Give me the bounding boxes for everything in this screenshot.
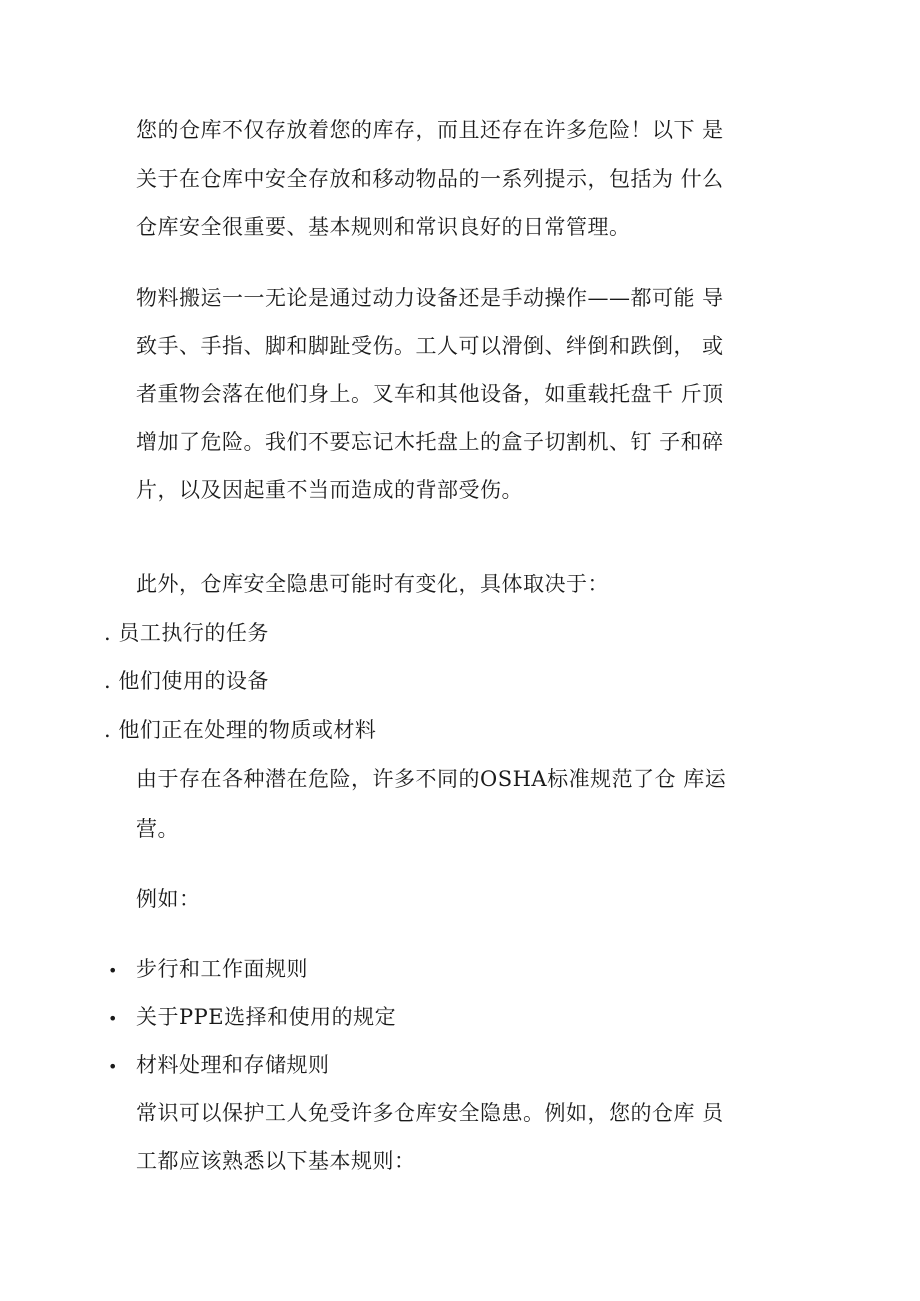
paragraph-6-line-2: 工都应该熟悉以下基本规则：: [136, 1149, 416, 1173]
dot-list-item-1: . 员工执行的任务: [104, 621, 269, 645]
bullet-list-item-1: [108, 955, 308, 985]
paragraph-4-line-1: 由于存在各种潜在危险，许多不同的OSHA标准规范了仓 库运: [136, 767, 727, 791]
paragraph-5: 例如：: [136, 887, 201, 911]
dot-list-item-2: . 他们使用的设备: [104, 669, 269, 693]
paragraph-2-line-5: 片，以及因起重不当而造成的背部受伤。: [136, 478, 523, 502]
paragraph-3: 此外，仓库安全隐患可能时有变化，具体取决于：: [136, 572, 609, 596]
paragraph-2-line-4: 增加了危险。我们不要忘记木托盘上的盒子切割机、钉 子和碎: [136, 430, 724, 454]
paragraph-2-line-1: 物料搬运一一无论是通过动力设备还是手动操作——都可能 导: [136, 286, 724, 310]
bullet-icon: •: [108, 961, 118, 980]
paragraph-1-line-1: 您的仓库不仅存放着您的库存，而且还存在许多危险！以下 是: [136, 118, 724, 142]
bullet-icon: •: [108, 1009, 118, 1028]
bullet-text: 关于PPE选择和使用的规定: [136, 1005, 397, 1029]
dot-list-item-3: . 他们正在处理的物质或材料: [104, 718, 377, 742]
bullet-text: 材料处理和存储规则: [136, 1053, 330, 1077]
bullet-text: 步行和工作面规则: [136, 957, 308, 981]
paragraph-6-line-1: 常识可以保护工人免受许多仓库安全隐患。例如，您的仓库 员: [136, 1101, 724, 1125]
paragraph-2-line-2: 致手、手指、脚和脚趾受伤。工人可以滑倒、绊倒和跌倒， 或: [136, 334, 724, 358]
paragraph-2-line-3: 者重物会落在他们身上。叉车和其他设备，如重载托盘千 斤顶: [136, 382, 724, 406]
paragraph-1-line-2: 关于在仓库中安全存放和移动物品的一系列提示，包括为 什么: [136, 167, 724, 191]
bullet-list-item-3: [108, 1051, 330, 1081]
bullet-icon: •: [108, 1057, 118, 1076]
bullet-list-item-2: [108, 1003, 396, 1033]
paragraph-4-line-2: 营。: [136, 817, 179, 841]
paragraph-1-line-3: 仓库安全很重要、基本规则和常识良好的日常管理。: [136, 215, 631, 239]
